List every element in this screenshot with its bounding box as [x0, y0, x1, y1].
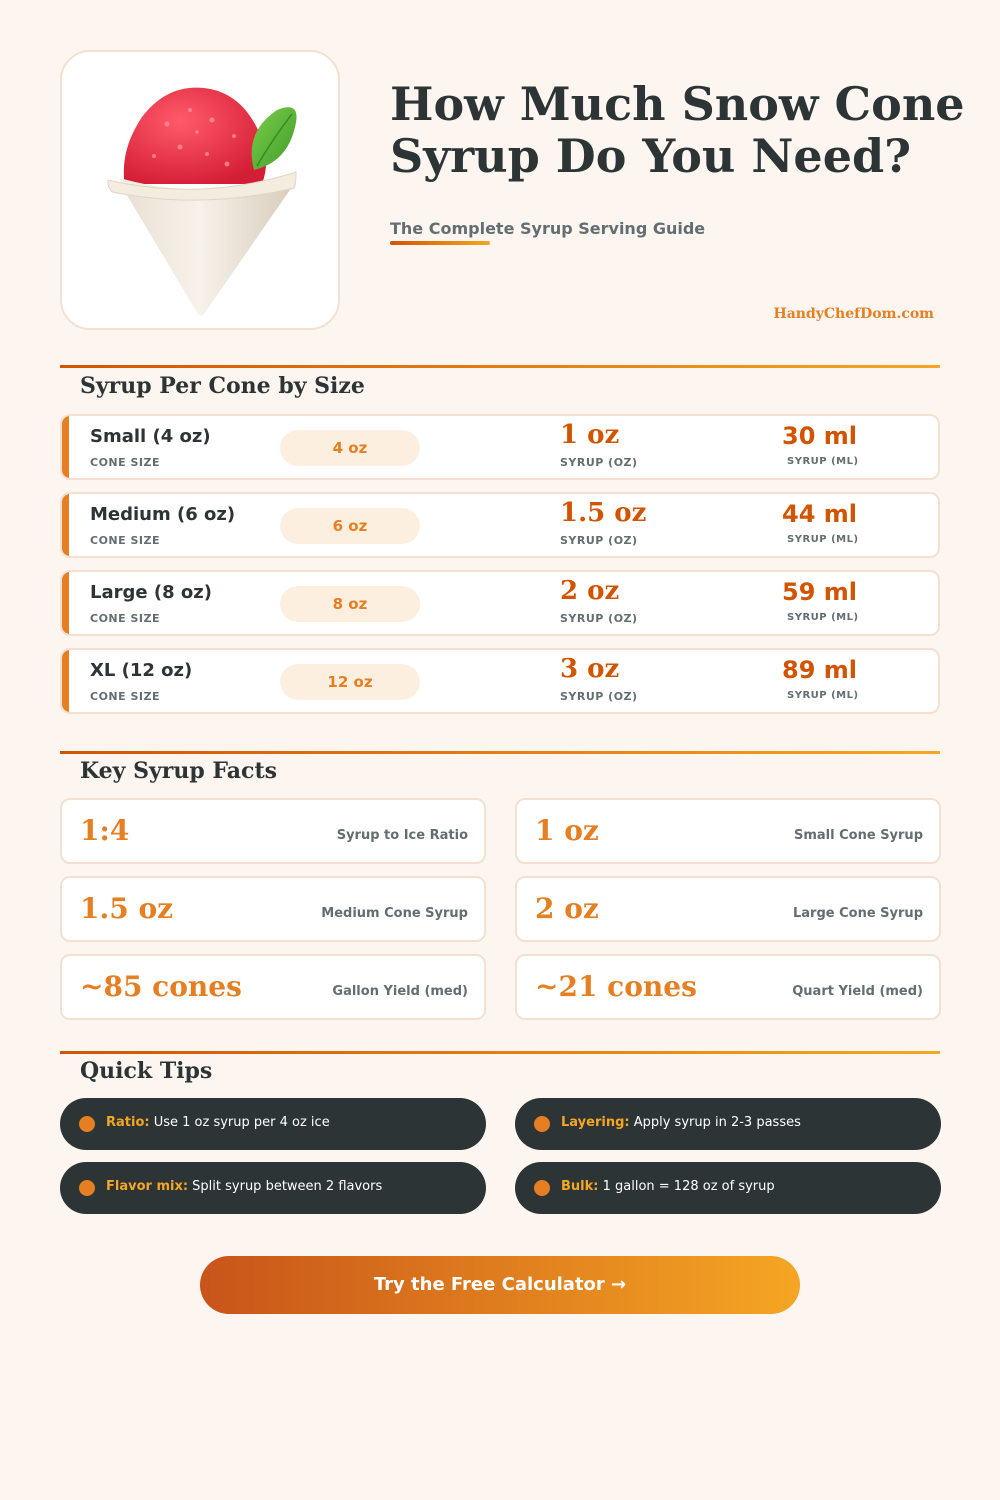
fact-label: Large Cone Syrup: [793, 906, 923, 921]
fact-value: 2 oz: [535, 892, 599, 925]
tips-section-title: Quick Tips: [80, 1058, 213, 1084]
fact-label: Quart Yield (med): [792, 984, 923, 999]
subtitle-underline: [390, 241, 490, 245]
fact-card: [60, 798, 486, 864]
fact-label: Syrup to Ice Ratio: [336, 828, 468, 843]
cone-size-caption: CONE SIZE: [90, 456, 160, 469]
syrup-ml-caption: SYRUP (ML): [787, 690, 859, 701]
fact-value: ~85 cones: [80, 970, 242, 1003]
size-row: [60, 492, 940, 558]
row-accent-bar: [62, 494, 69, 556]
syrup-ml-value: 89 ml: [782, 656, 857, 684]
fact-value: 1 oz: [535, 814, 599, 847]
row-accent-bar: [62, 650, 69, 712]
tip-pill: [515, 1162, 941, 1214]
tip-pill: [60, 1162, 486, 1214]
title-line-1: How Much Snow Cone: [390, 77, 965, 131]
tip-body: Use 1 oz syrup per 4 oz ice: [149, 1115, 330, 1130]
cone-size-name: Small (4 oz): [90, 426, 211, 447]
section-divider: [60, 365, 940, 368]
size-row: [60, 414, 940, 480]
site-name[interactable]: HandyChefDom.com: [773, 306, 934, 322]
fact-value: ~21 cones: [535, 970, 697, 1003]
cone-size-name: XL (12 oz): [90, 660, 193, 681]
bullet-dot-icon: [534, 1116, 550, 1132]
fact-value: 1:4: [80, 814, 130, 847]
syrup-oz-caption: SYRUP (OZ): [560, 534, 638, 547]
cone-size-pill: 8 oz: [280, 586, 420, 622]
fact-card: [60, 876, 486, 942]
syrup-oz-caption: SYRUP (OZ): [560, 690, 638, 703]
tip-key: Layering:: [561, 1115, 630, 1130]
section-divider: [60, 1051, 940, 1054]
syrup-ml-caption: SYRUP (ML): [787, 534, 859, 545]
cone-size-pill: 12 oz: [280, 664, 420, 700]
tip-body: Apply syrup in 2-3 passes: [629, 1115, 801, 1130]
cone-size-caption: CONE SIZE: [90, 690, 160, 703]
syrup-oz-caption: SYRUP (OZ): [560, 456, 638, 469]
tip-pill: [515, 1098, 941, 1150]
tip-text: [106, 1115, 330, 1130]
syrup-ml-value: 59 ml: [782, 578, 857, 606]
syrup-ml-value: 44 ml: [782, 500, 857, 528]
tip-body: Split syrup between 2 flavors: [188, 1179, 383, 1194]
syrup-oz-value: 2 oz: [560, 576, 620, 606]
syrup-oz-caption: SYRUP (OZ): [560, 612, 638, 625]
fact-label: Gallon Yield (med): [332, 984, 468, 999]
cone-size-name: Large (8 oz): [90, 582, 212, 603]
page-title: [390, 78, 970, 182]
tip-text: [106, 1179, 382, 1194]
cone-size-caption: CONE SIZE: [90, 534, 160, 547]
tip-key: Bulk:: [561, 1179, 599, 1194]
cone-size-name: Medium (6 oz): [90, 504, 236, 525]
page-subtitle: The Complete Syrup Serving Guide: [390, 219, 706, 238]
size-row: [60, 570, 940, 636]
cone-size-pill: 4 oz: [280, 430, 420, 466]
syrup-oz-value: 1.5 oz: [560, 498, 647, 528]
syrup-oz-value: 3 oz: [560, 654, 620, 684]
sizes-section-title: Syrup Per Cone by Size: [80, 373, 365, 399]
section-divider: [60, 751, 940, 754]
tip-pill: [60, 1098, 486, 1150]
fact-label: Medium Cone Syrup: [321, 906, 468, 921]
fact-label: Small Cone Syrup: [794, 828, 923, 843]
tip-key: Ratio:: [106, 1115, 150, 1130]
syrup-ml-caption: SYRUP (ML): [787, 456, 859, 467]
fact-value: 1.5 oz: [80, 892, 174, 925]
facts-section-title: Key Syrup Facts: [80, 758, 277, 784]
tip-text: [561, 1115, 801, 1130]
size-row: [60, 648, 940, 714]
tip-key: Flavor mix:: [106, 1179, 189, 1194]
syrup-ml-caption: SYRUP (ML): [787, 612, 859, 623]
calculator-cta-button[interactable]: Try the Free Calculator →: [200, 1256, 800, 1314]
tip-text: [561, 1179, 775, 1194]
syrup-ml-value: 30 ml: [782, 422, 857, 450]
tip-body: 1 gallon = 128 oz of syrup: [598, 1179, 775, 1194]
cone-size-pill: 6 oz: [280, 508, 420, 544]
fact-card: [515, 798, 941, 864]
bullet-dot-icon: [79, 1116, 95, 1132]
snow-cone-illustration: [62, 52, 342, 332]
row-accent-bar: [62, 572, 69, 634]
syrup-oz-value: 1 oz: [560, 420, 620, 450]
fact-card: [60, 954, 486, 1020]
row-accent-bar: [62, 416, 69, 478]
fact-card: [515, 954, 941, 1020]
bullet-dot-icon: [79, 1180, 95, 1196]
fact-card: [515, 876, 941, 942]
title-line-2: Syrup Do You Need?: [390, 129, 912, 183]
bullet-dot-icon: [534, 1180, 550, 1196]
hero-image-card: [60, 50, 340, 330]
cone-size-caption: CONE SIZE: [90, 612, 160, 625]
